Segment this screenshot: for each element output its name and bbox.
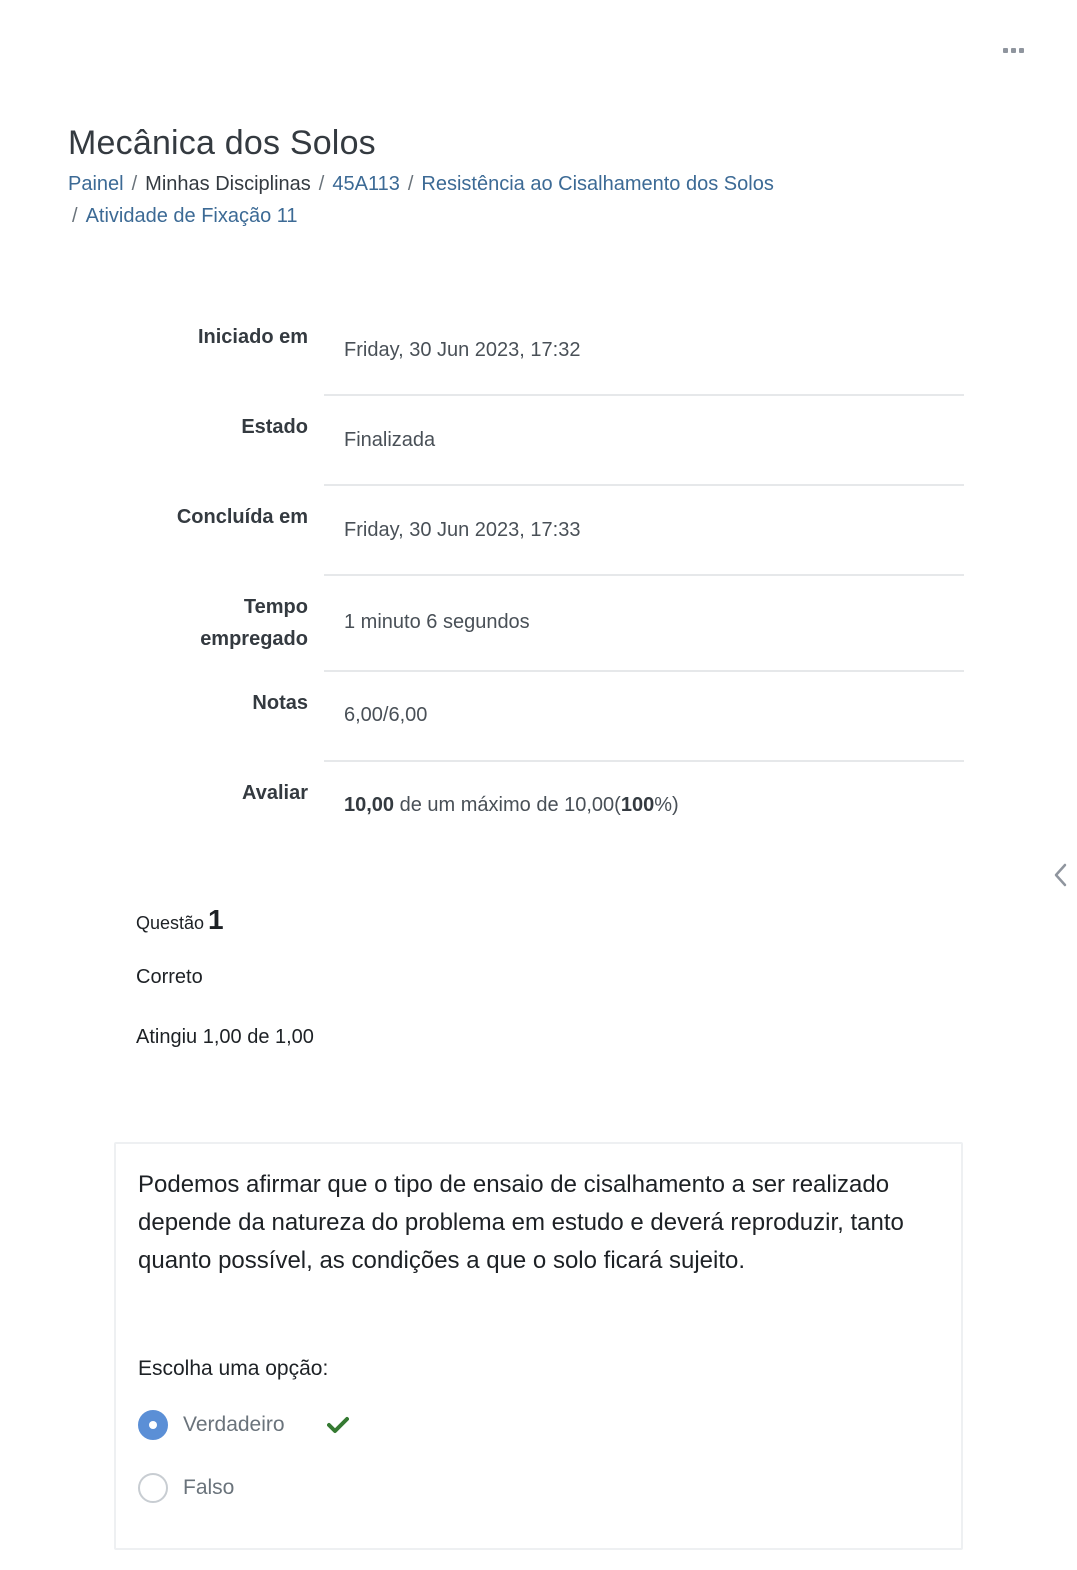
radio-unselected-icon[interactable] (138, 1473, 168, 1503)
grade-score: 10,00 (344, 794, 395, 816)
summary-label: Avaliar (242, 782, 308, 804)
summary-label: Notas (252, 692, 308, 714)
summary-row-started (100, 306, 964, 396)
summary-row-grade (100, 762, 964, 852)
summary-row-completed (100, 486, 964, 576)
question-heading (136, 904, 536, 936)
more-dots-icon[interactable] (996, 38, 1030, 62)
option-label: Verdadeiro (183, 1413, 285, 1436)
summary-value: Friday, 30 Jun 2023, 17:33 (324, 486, 964, 576)
summary-row-time (100, 576, 964, 672)
dot (1011, 48, 1016, 53)
question-number: 1 (208, 904, 224, 935)
grade-end-text: %) (654, 794, 679, 816)
question-text: Podemos afirmar que o tipo de ensaio de cisalhamento a ser realizado depende da natureza do problema em estudo e deverá reproduzir, tanto quanto possível, as condições a que o solo ficará sujeito. (138, 1171, 904, 1274)
question-content-card (114, 1142, 963, 1550)
breadcrumb (68, 168, 888, 232)
question-heading-label: Questão (136, 913, 205, 933)
breadcrumb-minhas-disciplinas: Minhas Disciplinas (145, 173, 311, 195)
grade-middle-text: de um máximo de 10,00( (394, 794, 621, 816)
option-falso[interactable] (138, 1473, 234, 1503)
summary-row-marks (100, 672, 964, 762)
breadcrumb-separator: / (318, 173, 325, 195)
question-state: Correto (136, 966, 203, 988)
summary-value: 6,00/6,00 (324, 672, 964, 762)
summary-value: 1 minuto 6 segundos (324, 576, 964, 672)
breadcrumb-separator: / (131, 173, 138, 195)
question-grade: Atingiu 1,00 de 1,00 (136, 1026, 314, 1048)
answer-prompt: Escolha uma opção: (138, 1357, 329, 1380)
summary-label-line: empregado (200, 628, 308, 650)
summary-value: Finalizada (324, 396, 964, 486)
page-title: Mecânica dos Solos (68, 124, 376, 162)
breadcrumb-painel[interactable]: Painel (68, 173, 124, 195)
attempt-summary-table (100, 306, 964, 852)
option-verdadeiro[interactable] (138, 1410, 349, 1440)
check-icon (327, 1416, 349, 1434)
chevron-left-icon[interactable] (1050, 861, 1072, 889)
summary-label: Iniciado em (197, 326, 308, 348)
option-label: Falso (183, 1476, 235, 1499)
breadcrumb-course-code[interactable]: 45A113 (332, 173, 400, 195)
summary-label: Concluída em (176, 506, 308, 528)
summary-label: Estado (241, 416, 308, 438)
question-info (136, 904, 536, 1049)
breadcrumb-separator: / (407, 173, 414, 195)
dot (1019, 48, 1024, 53)
breadcrumb-separator: / (72, 205, 78, 227)
radio-selected-icon[interactable] (138, 1410, 168, 1440)
breadcrumb-section[interactable]: Resistência ao Cisalhamento dos Solos (421, 173, 774, 195)
breadcrumb-activity[interactable]: Atividade de Fixação 11 (85, 205, 298, 227)
summary-row-state (100, 396, 964, 486)
summary-label-line: Tempo (243, 596, 308, 618)
summary-label (100, 576, 324, 672)
summary-value: Friday, 30 Jun 2023, 17:32 (324, 306, 964, 396)
dot (1003, 48, 1008, 53)
summary-value (324, 762, 964, 852)
grade-percent: 100 (620, 794, 655, 816)
